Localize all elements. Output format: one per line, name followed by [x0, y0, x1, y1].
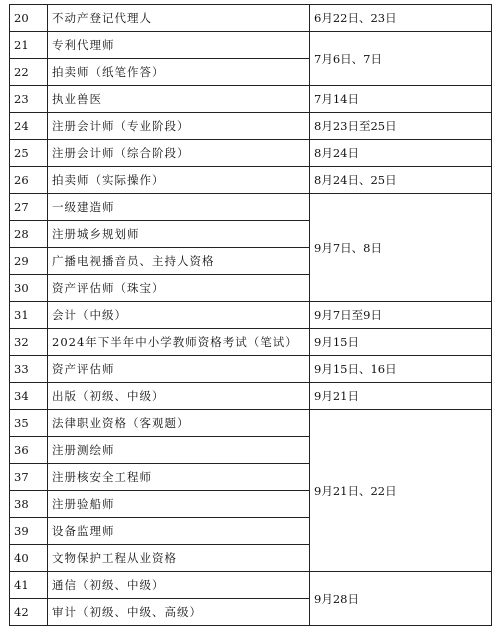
exam-number: 25: [10, 140, 48, 167]
exam-name: 设备监理师: [48, 518, 310, 545]
exam-name: 注册验船师: [48, 491, 310, 518]
exam-name: 2024年下半年中小学教师资格考试（笔试）: [48, 329, 310, 356]
exam-name: 资产评估师（珠宝）: [48, 275, 310, 302]
exam-name: 法律职业资格（客观题）: [48, 410, 310, 437]
exam-date: 7月14日: [310, 86, 492, 113]
exam-name: 资产评估师: [48, 356, 310, 383]
exam-number: 28: [10, 221, 48, 248]
exam-number: 21: [10, 32, 48, 59]
table-row: [10, 140, 492, 167]
table-row: [10, 113, 492, 140]
exam-name: 一级建造师: [48, 194, 310, 221]
exam-name: 专利代理师: [48, 32, 310, 59]
exam-number: 39: [10, 518, 48, 545]
exam-date: 9月21日、22日: [310, 410, 492, 572]
exam-number: 37: [10, 464, 48, 491]
table-row: [10, 410, 492, 437]
exam-number: 36: [10, 437, 48, 464]
exam-number: 34: [10, 383, 48, 410]
table-row: [10, 383, 492, 410]
exam-number: 40: [10, 545, 48, 572]
exam-number: 31: [10, 302, 48, 329]
exam-name: 注册会计师（综合阶段）: [48, 140, 310, 167]
exam-number: 35: [10, 410, 48, 437]
table-row: [10, 5, 492, 32]
table-row: [10, 86, 492, 113]
exam-number: 20: [10, 5, 48, 32]
exam-date: 8月23日至25日: [310, 113, 492, 140]
exam-name: 执业兽医: [48, 86, 310, 113]
table-row: [10, 356, 492, 383]
exam-name: 出版（初级、中级）: [48, 383, 310, 410]
exam-name: 注册测绘师: [48, 437, 310, 464]
exam-number: 30: [10, 275, 48, 302]
exam-name: 拍卖师（纸笔作答）: [48, 59, 310, 86]
exam-name: 注册核安全工程师: [48, 464, 310, 491]
exam-name: 拍卖师（实际操作）: [48, 167, 310, 194]
exam-schedule-body: [10, 5, 492, 626]
exam-number: 41: [10, 572, 48, 599]
exam-date: 9月7日、8日: [310, 194, 492, 302]
exam-date: 9月28日: [310, 572, 492, 626]
exam-name: 通信（初级、中级）: [48, 572, 310, 599]
exam-date: 9月7日至9日: [310, 302, 492, 329]
exam-number: 22: [10, 59, 48, 86]
exam-date: 9月15日、16日: [310, 356, 492, 383]
exam-number: 24: [10, 113, 48, 140]
exam-date: 9月21日: [310, 383, 492, 410]
table-row: [10, 167, 492, 194]
exam-number: 32: [10, 329, 48, 356]
exam-number: 38: [10, 491, 48, 518]
exam-name: 广播电视播音员、主持人资格: [48, 248, 310, 275]
exam-number: 23: [10, 86, 48, 113]
exam-name: 注册会计师（专业阶段）: [48, 113, 310, 140]
exam-name: 注册城乡规划师: [48, 221, 310, 248]
exam-date: 8月24日: [310, 140, 492, 167]
exam-name: 不动产登记代理人: [48, 5, 310, 32]
exam-date: 6月22日、23日: [310, 5, 492, 32]
table-row: [10, 302, 492, 329]
exam-date: 9月15日: [310, 329, 492, 356]
exam-date: 8月24日、25日: [310, 167, 492, 194]
table-row: [10, 572, 492, 599]
table-row: [10, 329, 492, 356]
exam-number: 42: [10, 599, 48, 626]
exam-number: 33: [10, 356, 48, 383]
exam-number: 29: [10, 248, 48, 275]
exam-name: 审计（初级、中级、高级）: [48, 599, 310, 626]
exam-number: 27: [10, 194, 48, 221]
exam-name: 文物保护工程从业资格: [48, 545, 310, 572]
exam-number: 26: [10, 167, 48, 194]
exam-name: 会计（中级）: [48, 302, 310, 329]
table-row: [10, 194, 492, 221]
exam-schedule-table: [9, 4, 492, 626]
table-row: [10, 32, 492, 59]
exam-date: 7月6日、7日: [310, 32, 492, 86]
